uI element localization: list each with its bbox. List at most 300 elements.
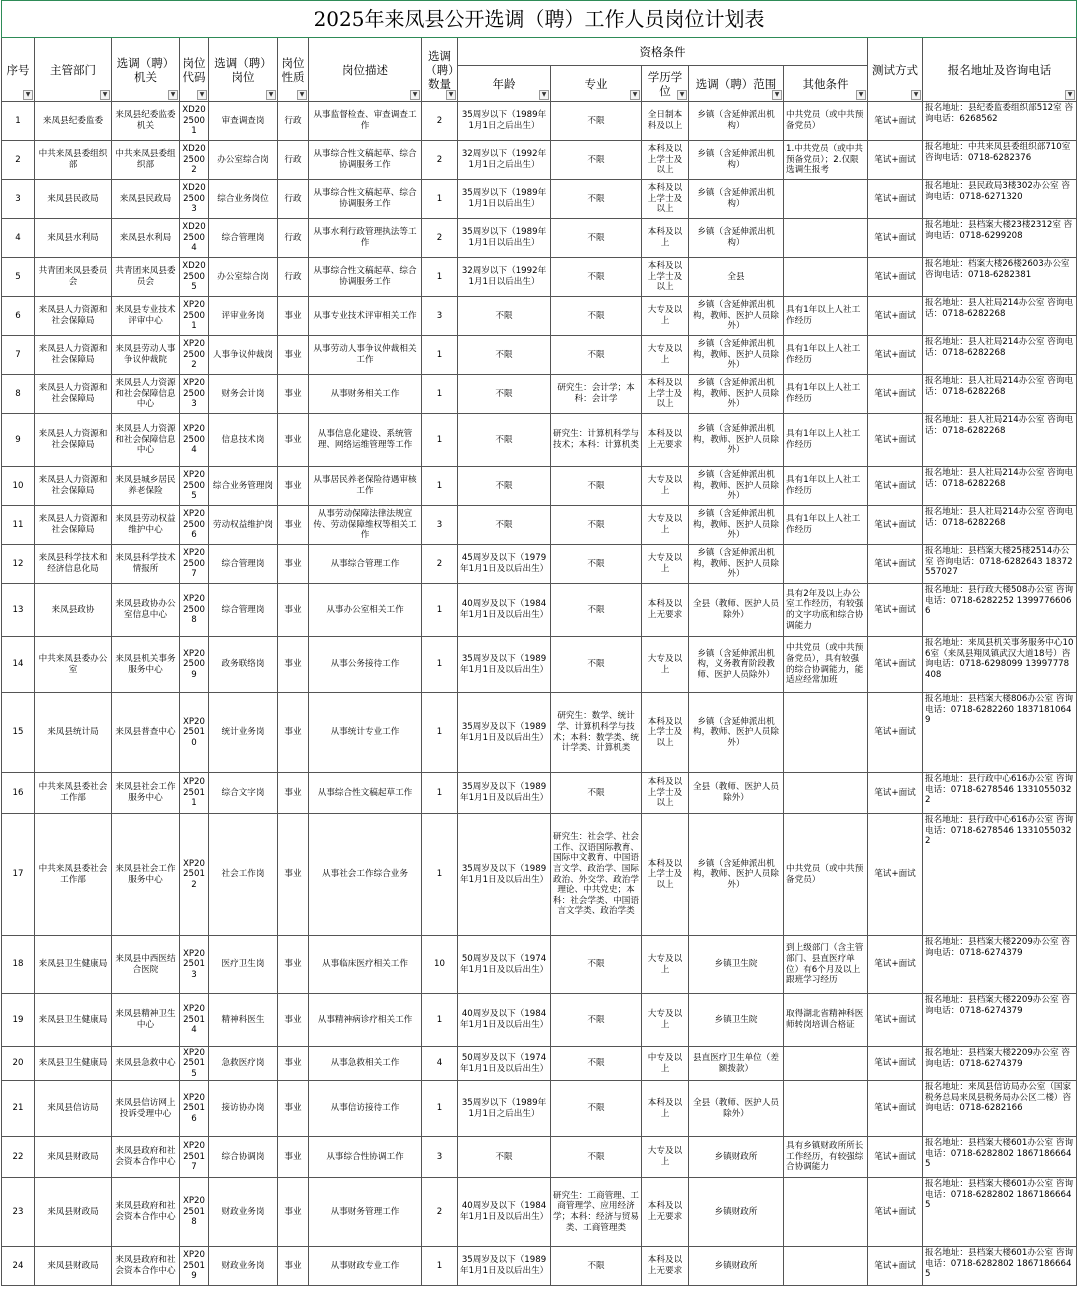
nature-cell[interactable]: 事业 [278, 506, 309, 545]
filter-dropdown-icon[interactable]: ▼ [23, 90, 33, 100]
nature-cell[interactable]: 事业 [278, 467, 309, 506]
filter-dropdown-icon[interactable]: ▼ [197, 90, 207, 100]
post-cell[interactable]: 综合业务岗位 [209, 180, 278, 219]
other-cell[interactable] [784, 1081, 868, 1137]
count-cell[interactable]: 3 [422, 506, 458, 545]
post-cell[interactable]: 综合管理岗 [209, 545, 278, 584]
major-cell[interactable]: 不限 [551, 1137, 642, 1178]
unit-cell[interactable]: 来凤县劳动权益维护中心 [112, 506, 180, 545]
edu-cell[interactable]: 本科及以上学士及以上 [642, 375, 689, 414]
age-cell[interactable]: 35周岁以下（1989年1月1日之后出生） [458, 1081, 551, 1137]
test-cell[interactable]: 笔试+面试 [868, 637, 923, 693]
other-cell[interactable]: 具有1年以上人社工作经历 [784, 506, 868, 545]
post-cell[interactable]: 劳动权益维护岗 [209, 506, 278, 545]
seq-cell[interactable]: 15 [2, 693, 35, 773]
range-cell[interactable]: 乡镇（含延伸派出机构） [689, 102, 784, 141]
age-cell[interactable]: 不限 [458, 297, 551, 336]
range-cell[interactable]: 乡镇（含延伸派出机构，教师、医护人员除外） [689, 336, 784, 375]
seq-cell[interactable]: 1 [2, 102, 35, 141]
other-cell[interactable]: 具有1年以上人社工作经历 [784, 336, 868, 375]
major-cell[interactable]: 不限 [551, 1247, 642, 1286]
nature-cell[interactable]: 事业 [278, 1247, 309, 1286]
range-cell[interactable]: 乡镇（含延伸派出机构，教师、医护人员除外） [689, 297, 784, 336]
address-cell[interactable]: 报名地址：县人社局214办公室 咨询电话：0718-6282268 [923, 506, 1077, 545]
nature-cell[interactable]: 事业 [278, 1137, 309, 1178]
address-cell[interactable]: 报名地址：县档案大楼2209办公室 咨询电话：0718-6274379 [923, 1047, 1077, 1081]
post-cell[interactable]: 综合管理岗 [209, 219, 278, 258]
dept-cell[interactable]: 来凤县人力资源和社会保障局 [35, 297, 112, 336]
major-cell[interactable]: 不限 [551, 336, 642, 375]
seq-cell[interactable]: 4 [2, 219, 35, 258]
seq-cell[interactable]: 6 [2, 297, 35, 336]
dept-cell[interactable]: 共青团来凤县委员会 [35, 258, 112, 297]
major-cell[interactable]: 研究生：工商管理、工商管理学、应用经济学；本科：经济与贸易类、工商管理类 [551, 1178, 642, 1247]
seq-cell[interactable]: 16 [2, 773, 35, 814]
age-cell[interactable]: 不限 [458, 336, 551, 375]
seq-cell[interactable]: 2 [2, 141, 35, 180]
post-cell[interactable]: 财政业务岗 [209, 1178, 278, 1247]
test-cell[interactable]: 笔试+面试 [868, 506, 923, 545]
address-cell[interactable]: 报名地址：县档案大楼2209办公室 咨询电话：0718-6274379 [923, 936, 1077, 994]
address-cell[interactable]: 报名地址：县纪委监委组织部512室 咨询电话：6268562 [923, 102, 1077, 141]
nature-cell[interactable]: 事业 [278, 637, 309, 693]
edu-cell[interactable]: 本科及以上无要求 [642, 584, 689, 637]
filter-dropdown-icon[interactable]: ▼ [168, 90, 178, 100]
post-cell[interactable]: 精神科医生 [209, 994, 278, 1047]
range-cell[interactable]: 全县（教师、医护人员除外） [689, 773, 784, 814]
dept-cell[interactable]: 来凤县财政局 [35, 1247, 112, 1286]
desc-cell[interactable]: 从事公务接待工作 [309, 637, 422, 693]
other-cell[interactable]: 中共党员（或中共预备党员） [784, 814, 868, 936]
desc-cell[interactable]: 从事综合性文稿起草工作 [309, 773, 422, 814]
code-cell[interactable]: XD2025003 [180, 180, 209, 219]
other-cell[interactable] [784, 180, 868, 219]
desc-cell[interactable]: 从事精神病诊疗相关工作 [309, 994, 422, 1047]
range-cell[interactable]: 全县 [689, 258, 784, 297]
filter-dropdown-icon[interactable]: ▼ [539, 90, 549, 100]
age-cell[interactable]: 40周岁及以下（1984年1月1日及以后出生） [458, 1178, 551, 1247]
address-cell[interactable]: 报名地址：县行政中心616办公室 咨询电话：0718-6278546 13310550322 [923, 773, 1077, 814]
range-cell[interactable]: 乡镇（含延伸派出机构，教师、医护人员除外） [689, 814, 784, 936]
dept-cell[interactable]: 来凤县人力资源和社会保障局 [35, 336, 112, 375]
desc-cell[interactable]: 从事综合性文稿起草、综合协调服务工作 [309, 258, 422, 297]
major-cell[interactable]: 不限 [551, 180, 642, 219]
post-cell[interactable]: 人事争议仲裁岗 [209, 336, 278, 375]
address-cell[interactable]: 报名地址：县档案大楼601办公室 咨询电话：0718-6282802 18671866645 [923, 1247, 1077, 1286]
major-cell[interactable]: 研究生：社会学、社会工作、汉语国际教育、国际中文教育、中国语言文学、政治学、国际政治、外交学、政治学理论、中共党史；本科：社会学类、中国语言文学类、政治学类 [551, 814, 642, 936]
major-cell[interactable]: 不限 [551, 584, 642, 637]
address-cell[interactable]: 报名地址：县档案大楼806办公室 咨询电话：0718-6282260 18371810649 [923, 693, 1077, 773]
edu-cell[interactable]: 大专及以上 [642, 637, 689, 693]
post-cell[interactable]: 信息技术岗 [209, 414, 278, 467]
test-cell[interactable]: 笔试+面试 [868, 693, 923, 773]
other-cell[interactable]: 具有2年及以上办公室工作经历，有较强的文字功底和综合协调能力 [784, 584, 868, 637]
dept-cell[interactable]: 来凤县卫生健康局 [35, 1047, 112, 1081]
code-cell[interactable]: XP2025016 [180, 1081, 209, 1137]
address-cell[interactable]: 报名地址：县档案大楼601办公室 咨询电话：0718-6282802 18671866645 [923, 1178, 1077, 1247]
other-cell[interactable]: 1.中共党员（或中共预备党员）；2.仅限选调生报考 [784, 141, 868, 180]
age-cell[interactable]: 35周岁及以下（1989年1月1日及以后出生） [458, 1247, 551, 1286]
desc-cell[interactable]: 从事劳动人事争议仲裁相关工作 [309, 336, 422, 375]
nature-cell[interactable]: 行政 [278, 180, 309, 219]
seq-cell[interactable]: 13 [2, 584, 35, 637]
age-cell[interactable]: 不限 [458, 414, 551, 467]
nature-cell[interactable]: 事业 [278, 1047, 309, 1081]
range-cell[interactable]: 乡镇（含延伸派出机构） [689, 219, 784, 258]
major-cell[interactable]: 研究生：会计学；本科：会计学 [551, 375, 642, 414]
nature-cell[interactable]: 事业 [278, 994, 309, 1047]
other-cell[interactable] [784, 773, 868, 814]
major-cell[interactable]: 不限 [551, 467, 642, 506]
unit-cell[interactable]: 来凤县中西医结合医院 [112, 936, 180, 994]
seq-cell[interactable]: 20 [2, 1047, 35, 1081]
post-cell[interactable]: 综合管理岗 [209, 584, 278, 637]
other-cell[interactable] [784, 1047, 868, 1081]
nature-cell[interactable]: 事业 [278, 693, 309, 773]
seq-cell[interactable]: 8 [2, 375, 35, 414]
post-cell[interactable]: 综合业务管理岗 [209, 467, 278, 506]
test-cell[interactable]: 笔试+面试 [868, 102, 923, 141]
post-cell[interactable]: 评审业务岗 [209, 297, 278, 336]
unit-cell[interactable]: 来凤县精神卫生中心 [112, 994, 180, 1047]
test-cell[interactable]: 笔试+面试 [868, 414, 923, 467]
other-cell[interactable] [784, 219, 868, 258]
edu-cell[interactable]: 中专及以上 [642, 1047, 689, 1081]
count-cell[interactable]: 1 [422, 467, 458, 506]
unit-cell[interactable]: 来凤县机关事务服务中心 [112, 637, 180, 693]
desc-cell[interactable]: 从事急救相关工作 [309, 1047, 422, 1081]
code-cell[interactable]: XP2025009 [180, 637, 209, 693]
code-cell[interactable]: XP2025012 [180, 814, 209, 936]
edu-cell[interactable]: 本科及以上学士及以上 [642, 258, 689, 297]
count-cell[interactable]: 2 [422, 141, 458, 180]
count-cell[interactable]: 10 [422, 936, 458, 994]
age-cell[interactable]: 50周岁及以下（1974年1月1日及以后出生） [458, 1047, 551, 1081]
dept-cell[interactable]: 来凤县财政局 [35, 1137, 112, 1178]
unit-cell[interactable]: 来凤县民政局 [112, 180, 180, 219]
desc-cell[interactable]: 从事财务管理工作 [309, 1178, 422, 1247]
code-cell[interactable]: XP2025005 [180, 467, 209, 506]
range-cell[interactable]: 乡镇（含延伸派出机构，教师、医护人员除外） [689, 467, 784, 506]
major-cell[interactable]: 不限 [551, 141, 642, 180]
dept-cell[interactable]: 来凤县人力资源和社会保障局 [35, 467, 112, 506]
age-cell[interactable]: 50周岁及以下（1974年1月1日及以后出生） [458, 936, 551, 994]
range-cell[interactable]: 乡镇卫生院 [689, 936, 784, 994]
age-cell[interactable]: 不限 [458, 375, 551, 414]
test-cell[interactable]: 笔试+面试 [868, 1081, 923, 1137]
unit-cell[interactable]: 来凤县普查中心 [112, 693, 180, 773]
seq-cell[interactable]: 21 [2, 1081, 35, 1137]
test-cell[interactable]: 笔试+面试 [868, 936, 923, 994]
post-cell[interactable]: 接访协办岗 [209, 1081, 278, 1137]
desc-cell[interactable]: 从事综合管理工作 [309, 545, 422, 584]
nature-cell[interactable]: 行政 [278, 102, 309, 141]
code-cell[interactable]: XP2025004 [180, 414, 209, 467]
age-cell[interactable]: 不限 [458, 506, 551, 545]
unit-cell[interactable]: 来凤县劳动人事争议仲裁院 [112, 336, 180, 375]
desc-cell[interactable]: 从事财务相关工作 [309, 375, 422, 414]
filter-dropdown-icon[interactable]: ▼ [410, 90, 420, 100]
dept-cell[interactable]: 中共来凤县委组织部 [35, 141, 112, 180]
nature-cell[interactable]: 事业 [278, 375, 309, 414]
unit-cell[interactable]: 共青团来凤县委员会 [112, 258, 180, 297]
dept-cell[interactable]: 来凤县纪委监委 [35, 102, 112, 141]
code-cell[interactable]: XP2025003 [180, 375, 209, 414]
code-cell[interactable]: XP2025006 [180, 506, 209, 545]
unit-cell[interactable]: 来凤县社会工作服务中心 [112, 773, 180, 814]
count-cell[interactable]: 2 [422, 1178, 458, 1247]
test-cell[interactable]: 笔试+面试 [868, 258, 923, 297]
range-cell[interactable]: 乡镇（含延伸派出机构，义务教育阶段教师、医护人员除外） [689, 637, 784, 693]
seq-cell[interactable]: 19 [2, 994, 35, 1047]
seq-cell[interactable]: 24 [2, 1247, 35, 1286]
dept-cell[interactable]: 来凤县政协 [35, 584, 112, 637]
edu-cell[interactable]: 大专及以上 [642, 336, 689, 375]
count-cell[interactable]: 1 [422, 414, 458, 467]
range-cell[interactable]: 全县（教师、医护人员除外） [689, 584, 784, 637]
other-cell[interactable]: 中共党员（或中共预备党员） [784, 102, 868, 141]
code-cell[interactable]: XD2025002 [180, 141, 209, 180]
test-cell[interactable]: 笔试+面试 [868, 180, 923, 219]
age-cell[interactable]: 35周岁及以下（1989年1月1日及以后出生） [458, 814, 551, 936]
test-cell[interactable]: 笔试+面试 [868, 584, 923, 637]
count-cell[interactable]: 1 [422, 814, 458, 936]
major-cell[interactable]: 不限 [551, 297, 642, 336]
test-cell[interactable]: 笔试+面试 [868, 1047, 923, 1081]
age-cell[interactable]: 35周岁及以下（1989年1月1日及以后出生） [458, 637, 551, 693]
address-cell[interactable]: 报名地址：县行政中心616办公室 咨询电话：0718-6278546 13310550322 [923, 814, 1077, 936]
filter-dropdown-icon[interactable]: ▼ [911, 90, 921, 100]
edu-cell[interactable]: 本科及以上学士及以上 [642, 180, 689, 219]
unit-cell[interactable]: 中共来凤县委组织部 [112, 141, 180, 180]
edu-cell[interactable]: 大专及以上 [642, 467, 689, 506]
count-cell[interactable]: 1 [422, 336, 458, 375]
desc-cell[interactable]: 从事财政专业工作 [309, 1247, 422, 1286]
edu-cell[interactable]: 大专及以上 [642, 994, 689, 1047]
test-cell[interactable]: 笔试+面试 [868, 141, 923, 180]
seq-cell[interactable]: 9 [2, 414, 35, 467]
nature-cell[interactable]: 事业 [278, 814, 309, 936]
other-cell[interactable]: 取得湖北省精神科医师转岗培训合格证 [784, 994, 868, 1047]
unit-cell[interactable]: 来凤县纪委监委机关 [112, 102, 180, 141]
unit-cell[interactable]: 来凤县政府和社会资本合作中心 [112, 1247, 180, 1286]
dept-cell[interactable]: 来凤县统计局 [35, 693, 112, 773]
edu-cell[interactable]: 本科及以上 [642, 1081, 689, 1137]
post-cell[interactable]: 审查调查岗 [209, 102, 278, 141]
code-cell[interactable]: XP2025011 [180, 773, 209, 814]
age-cell[interactable]: 32周岁以下（1992年1月1日之后出生） [458, 141, 551, 180]
address-cell[interactable]: 报名地址：县人社局214办公室 咨询电话：0718-6282268 [923, 297, 1077, 336]
code-cell[interactable]: XP2025014 [180, 994, 209, 1047]
unit-cell[interactable]: 来凤县政协办公室信息中心 [112, 584, 180, 637]
age-cell[interactable]: 45周岁及以下（1979年1月1日及以后出生） [458, 545, 551, 584]
code-cell[interactable]: XD2025005 [180, 258, 209, 297]
dept-cell[interactable]: 中共来凤县委办公室 [35, 637, 112, 693]
major-cell[interactable]: 研究生：数学、统计学、计算机科学与技术；本科：数学类、统计学类、计算机类 [551, 693, 642, 773]
nature-cell[interactable]: 事业 [278, 414, 309, 467]
dept-cell[interactable]: 来凤县人力资源和社会保障局 [35, 506, 112, 545]
edu-cell[interactable]: 本科及以上无要求 [642, 1247, 689, 1286]
code-cell[interactable]: XD2025004 [180, 219, 209, 258]
age-cell[interactable]: 35周岁以下（1989年1月1日以后出生） [458, 219, 551, 258]
major-cell[interactable]: 不限 [551, 637, 642, 693]
dept-cell[interactable]: 来凤县人力资源和社会保障局 [35, 414, 112, 467]
test-cell[interactable]: 笔试+面试 [868, 297, 923, 336]
test-cell[interactable]: 笔试+面试 [868, 994, 923, 1047]
post-cell[interactable]: 社会工作岗 [209, 814, 278, 936]
range-cell[interactable]: 乡镇（含延伸派出机构，教师、医护人员除外） [689, 693, 784, 773]
address-cell[interactable]: 报名地址：中共来凤县委组织部710室 咨询电话：0718-6282376 [923, 141, 1077, 180]
count-cell[interactable]: 1 [422, 693, 458, 773]
nature-cell[interactable]: 事业 [278, 297, 309, 336]
range-cell[interactable]: 乡镇（含延伸派出机构，教师、医护人员除外） [689, 414, 784, 467]
range-cell[interactable]: 乡镇财政所 [689, 1178, 784, 1247]
edu-cell[interactable]: 本科及以上学士及以上 [642, 141, 689, 180]
edu-cell[interactable]: 大专及以上 [642, 545, 689, 584]
count-cell[interactable]: 2 [422, 102, 458, 141]
nature-cell[interactable]: 事业 [278, 336, 309, 375]
major-cell[interactable]: 不限 [551, 773, 642, 814]
other-cell[interactable]: 到上级部门（含主管部门、县直医疗单位）有6个月及以上跟班学习经历 [784, 936, 868, 994]
code-cell[interactable]: XP2025019 [180, 1247, 209, 1286]
desc-cell[interactable]: 从事综合性文稿起草、综合协调服务工作 [309, 180, 422, 219]
other-cell[interactable]: 具有1年以上人社工作经历 [784, 414, 868, 467]
unit-cell[interactable]: 来凤县人力资源和社会保障信息中心 [112, 414, 180, 467]
seq-cell[interactable]: 22 [2, 1137, 35, 1178]
count-cell[interactable]: 1 [422, 637, 458, 693]
test-cell[interactable]: 笔试+面试 [868, 1247, 923, 1286]
major-cell[interactable]: 研究生：计算机科学与技术；本科：计算机类 [551, 414, 642, 467]
unit-cell[interactable]: 来凤县政府和社会资本合作中心 [112, 1137, 180, 1178]
filter-dropdown-icon[interactable]: ▼ [772, 90, 782, 100]
filter-dropdown-icon[interactable]: ▼ [266, 90, 276, 100]
dept-cell[interactable]: 来凤县水利局 [35, 219, 112, 258]
code-cell[interactable]: XP2025018 [180, 1178, 209, 1247]
code-cell[interactable]: XP2025017 [180, 1137, 209, 1178]
unit-cell[interactable]: 来凤县政府和社会资本合作中心 [112, 1178, 180, 1247]
nature-cell[interactable]: 事业 [278, 1178, 309, 1247]
range-cell[interactable]: 乡镇（含延伸派出机构） [689, 141, 784, 180]
range-cell[interactable]: 县直医疗卫生单位（差额拨款） [689, 1047, 784, 1081]
range-cell[interactable]: 乡镇（含延伸派出机构，教师、医护人员除外） [689, 545, 784, 584]
filter-dropdown-icon[interactable]: ▼ [446, 90, 456, 100]
age-cell[interactable]: 35周岁以下（1989年1月1日之后出生） [458, 102, 551, 141]
other-cell[interactable] [784, 1178, 868, 1247]
unit-cell[interactable]: 来凤县城乡居民养老保险 [112, 467, 180, 506]
edu-cell[interactable]: 全日制本科及以上 [642, 102, 689, 141]
unit-cell[interactable]: 来凤县人力资源和社会保障信息中心 [112, 375, 180, 414]
desc-cell[interactable]: 从事监督检查、审查调查工作 [309, 102, 422, 141]
code-cell[interactable]: XP2025013 [180, 936, 209, 994]
unit-cell[interactable]: 来凤县信访网上投诉受理中心 [112, 1081, 180, 1137]
address-cell[interactable]: 报名地址：县行政大楼508办公室 咨询电话：0718-6282252 13997766066 [923, 584, 1077, 637]
post-cell[interactable]: 政务联络岗 [209, 637, 278, 693]
desc-cell[interactable]: 从事信息化建设、系统管理、网络运维管理等工作 [309, 414, 422, 467]
major-cell[interactable]: 不限 [551, 1081, 642, 1137]
edu-cell[interactable]: 本科及以上无要求 [642, 414, 689, 467]
major-cell[interactable]: 不限 [551, 506, 642, 545]
seq-cell[interactable]: 23 [2, 1178, 35, 1247]
post-cell[interactable]: 统计业务岗 [209, 693, 278, 773]
address-cell[interactable]: 报名地址：档案大楼26楼2603办公室 咨询电话：0718-6282381 [923, 258, 1077, 297]
filter-dropdown-icon[interactable]: ▼ [100, 90, 110, 100]
address-cell[interactable]: 报名地址：县人社局214办公室 咨询电话：0718-6282268 [923, 336, 1077, 375]
range-cell[interactable]: 乡镇（含延伸派出机构，教师、医护人员除外） [689, 506, 784, 545]
post-cell[interactable]: 财政业务岗 [209, 1247, 278, 1286]
dept-cell[interactable]: 中共来凤县委社会工作部 [35, 773, 112, 814]
count-cell[interactable]: 1 [422, 1247, 458, 1286]
unit-cell[interactable]: 来凤县急救中心 [112, 1047, 180, 1081]
range-cell[interactable]: 全县（教师、医护人员除外） [689, 1081, 784, 1137]
code-cell[interactable]: XP2025008 [180, 584, 209, 637]
seq-cell[interactable]: 3 [2, 180, 35, 219]
address-cell[interactable]: 报名地址：县档案大楼25楼2514办公室 咨询电话：0718-6282643 18372557027 [923, 545, 1077, 584]
edu-cell[interactable]: 本科及以上学士及以上 [642, 814, 689, 936]
major-cell[interactable]: 不限 [551, 994, 642, 1047]
desc-cell[interactable]: 从事社会工作综合业务 [309, 814, 422, 936]
other-cell[interactable] [784, 545, 868, 584]
edu-cell[interactable]: 本科及以上学士及以上 [642, 693, 689, 773]
unit-cell[interactable]: 来凤县科学技术情报所 [112, 545, 180, 584]
edu-cell[interactable]: 大专及以上 [642, 936, 689, 994]
major-cell[interactable]: 不限 [551, 258, 642, 297]
range-cell[interactable]: 乡镇卫生院 [689, 994, 784, 1047]
desc-cell[interactable]: 从事综合性协调工作 [309, 1137, 422, 1178]
edu-cell[interactable]: 大专及以上 [642, 506, 689, 545]
unit-cell[interactable]: 来凤县专业技术评审中心 [112, 297, 180, 336]
address-cell[interactable]: 报名地址：来凤县机关事务服务中心106室（来凤县翔凤镇武汉大道18号）咨询电话：0718-6298099 13997778408 [923, 637, 1077, 693]
desc-cell[interactable]: 从事统计专业工作 [309, 693, 422, 773]
other-cell[interactable]: 具有1年以上人社工作经历 [784, 375, 868, 414]
address-cell[interactable]: 报名地址：县档案大楼601办公室 咨询电话：0718-6282802 18671866645 [923, 1137, 1077, 1178]
edu-cell[interactable]: 本科及以上学士及以上 [642, 773, 689, 814]
address-cell[interactable]: 报名地址：县档案大楼23楼2312室 咨询电话：0718-6299208 [923, 219, 1077, 258]
desc-cell[interactable]: 从事水利行政管理执法等工作 [309, 219, 422, 258]
test-cell[interactable]: 笔试+面试 [868, 375, 923, 414]
test-cell[interactable]: 笔试+面试 [868, 1178, 923, 1247]
count-cell[interactable]: 1 [422, 994, 458, 1047]
dept-cell[interactable]: 来凤县信访局 [35, 1081, 112, 1137]
dept-cell[interactable]: 来凤县卫生健康局 [35, 936, 112, 994]
desc-cell[interactable]: 从事专业技术评审相关工作 [309, 297, 422, 336]
post-cell[interactable]: 办公室综合岗 [209, 141, 278, 180]
seq-cell[interactable]: 5 [2, 258, 35, 297]
nature-cell[interactable]: 行政 [278, 141, 309, 180]
other-cell[interactable]: 具有乡镇财政所所长工作经历，有较强综合协调能力 [784, 1137, 868, 1178]
count-cell[interactable]: 3 [422, 1137, 458, 1178]
age-cell[interactable]: 不限 [458, 467, 551, 506]
range-cell[interactable]: 乡镇财政所 [689, 1137, 784, 1178]
unit-cell[interactable]: 来凤县社会工作服务中心 [112, 814, 180, 936]
code-cell[interactable]: XD2025001 [180, 102, 209, 141]
nature-cell[interactable]: 行政 [278, 219, 309, 258]
code-cell[interactable]: XP2025007 [180, 545, 209, 584]
nature-cell[interactable]: 事业 [278, 584, 309, 637]
test-cell[interactable]: 笔试+面试 [868, 467, 923, 506]
other-cell[interactable] [784, 693, 868, 773]
desc-cell[interactable]: 从事劳动保障法律法规宣传、劳动保障维权等相关工作 [309, 506, 422, 545]
edu-cell[interactable]: 本科及以上 [642, 219, 689, 258]
other-cell[interactable]: 具有1年以上人社工作经历 [784, 297, 868, 336]
dept-cell[interactable]: 来凤县民政局 [35, 180, 112, 219]
other-cell[interactable] [784, 258, 868, 297]
age-cell[interactable]: 35周岁及以下（1989年1月1日及以后出生） [458, 693, 551, 773]
count-cell[interactable]: 1 [422, 375, 458, 414]
seq-cell[interactable]: 12 [2, 545, 35, 584]
count-cell[interactable]: 1 [422, 258, 458, 297]
dept-cell[interactable]: 来凤县卫生健康局 [35, 994, 112, 1047]
address-cell[interactable]: 报名地址：来凤县信访局办公室（国家税务总局来凤县税务局办公区二楼）咨询电话：0718-6282166 [923, 1081, 1077, 1137]
